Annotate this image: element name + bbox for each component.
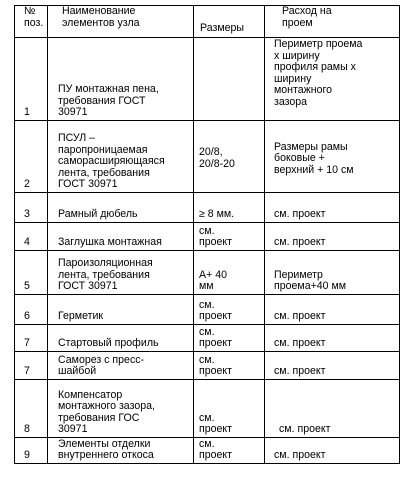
row-size: см. проект [194, 380, 265, 438]
row-name: Пароизоляционная лента, требования ГОСТ 30971 [48, 251, 194, 295]
row-consumption: см. проект [265, 438, 400, 464]
table-row [15, 38, 400, 121]
row-num: 1 [15, 38, 48, 121]
header-num: № поз. [15, 6, 48, 38]
row-size: см. проект [194, 438, 265, 464]
table-row [15, 223, 400, 251]
specification-table [14, 5, 400, 464]
row-name: ПУ монтажная пена, требования ГОСТ 30971 [48, 38, 194, 121]
row-size: см. проект [194, 352, 265, 380]
row-size: ≥ 8 мм. [194, 193, 265, 223]
table-row [15, 251, 400, 295]
row-num: 6 [15, 295, 48, 325]
row-name: Рамный дюбель [48, 193, 194, 223]
table-row [15, 295, 400, 325]
row-size: см. проект [194, 295, 265, 325]
row-consumption: см. проект [265, 325, 400, 352]
row-num: 2 [15, 121, 48, 193]
row-num: 7 [15, 325, 48, 352]
table-header-row [15, 6, 400, 38]
table-row [15, 438, 400, 464]
row-size: см. проект [194, 325, 265, 352]
row-name: Саморез с пресс- шайбой [48, 352, 194, 380]
row-consumption: см. проект [265, 223, 400, 251]
header-consumption: Расход на проем [265, 6, 400, 38]
row-consumption: см. проект [265, 295, 400, 325]
row-size [194, 38, 265, 121]
header-name: Наименование элементов узла [48, 6, 194, 38]
row-num: 7 [15, 352, 48, 380]
table-row [15, 352, 400, 380]
row-num: 8 [15, 380, 48, 438]
row-consumption: Периметр проема х ширину профиля рамы х ширину монтажного зазора [265, 38, 400, 121]
table-row [15, 380, 400, 438]
row-name: Стартовый профиль [48, 325, 194, 352]
row-consumption: Периметр проема+40 мм [265, 251, 400, 295]
table-row [15, 325, 400, 352]
row-consumption: см. проект [265, 380, 400, 438]
row-num: 5 [15, 251, 48, 295]
header-size: Размеры [194, 6, 265, 38]
row-name: Элементы отделки внутреннего откоса [48, 438, 194, 464]
row-consumption: см. проект [265, 193, 400, 223]
row-num: 4 [15, 223, 48, 251]
row-name: ПСУЛ – паропроницаемая саморасширяющаяся лента, требования ГОСТ 30971 [48, 121, 194, 193]
row-name: Компенсатор монтажного зазора, требования ГОС 30971 [48, 380, 194, 438]
row-size: см. проект [194, 223, 265, 251]
row-name: Заглушка монтажная [48, 223, 194, 251]
table-row [15, 121, 400, 193]
table-row [15, 193, 400, 223]
row-consumption: Размеры рамы боковые + верхний + 10 см [265, 121, 400, 193]
row-num: 3 [15, 193, 48, 223]
row-size: А+ 40 мм [194, 251, 265, 295]
row-name: Герметик [48, 295, 194, 325]
row-consumption: см. проект [265, 352, 400, 380]
row-num: 9 [15, 438, 48, 464]
row-size: 20/8, 20/8-20 [194, 121, 265, 193]
